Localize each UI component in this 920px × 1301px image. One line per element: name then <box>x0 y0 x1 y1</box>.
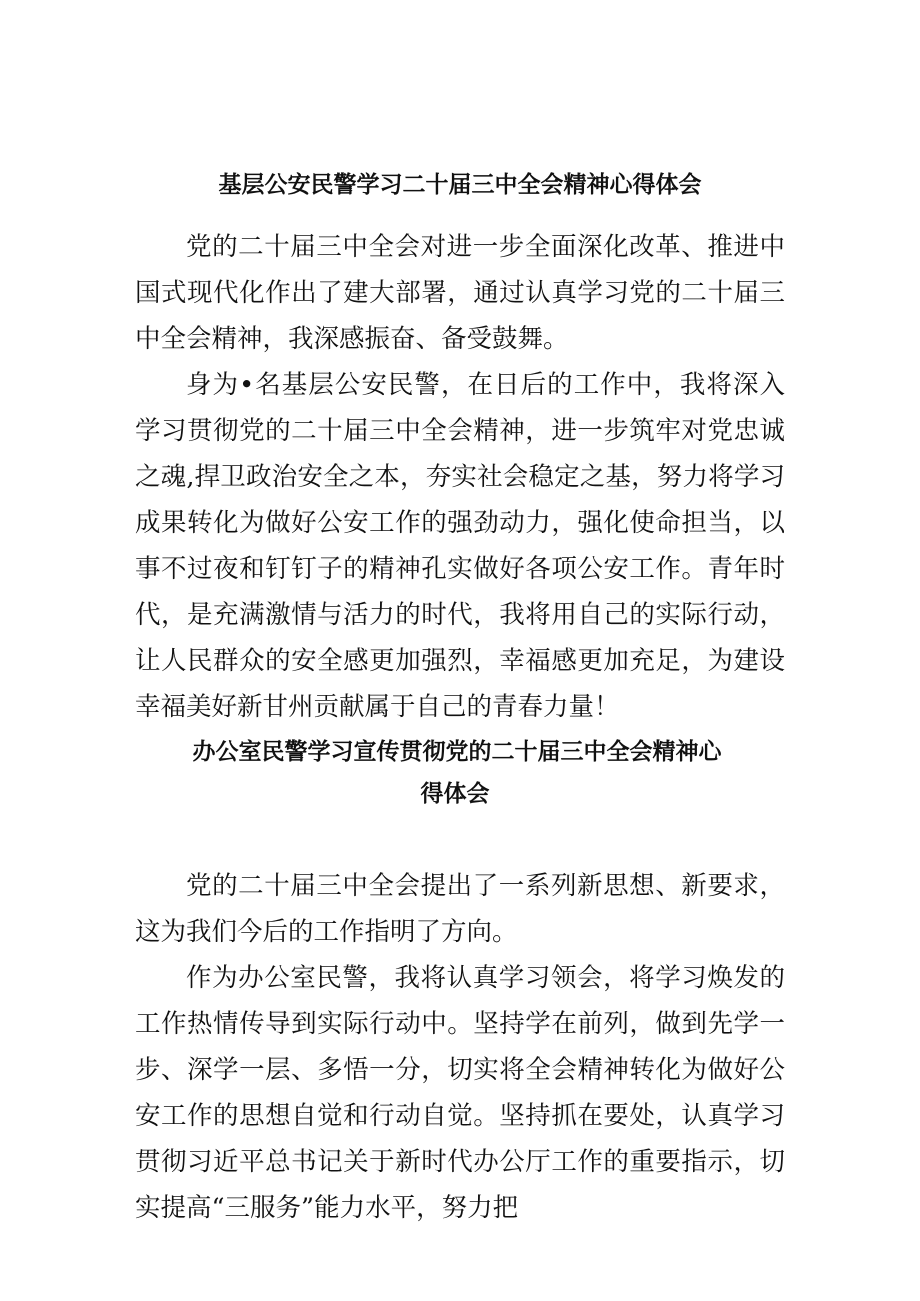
section-2-title <box>0 737 920 809</box>
section-2-paragraph-2: 作为办公室民警，我将认真学习领会，将学习焕发的工作热情传导到实际行动中。坚持学在前列，做到先学一步、深学一层、多悟一分，切实将全会精神转化为做好公安工作的思想自觉和行动自觉。坚持抓在要处，认真学习贯彻习近平总书记关于新时代办公厅工作的重要指示，切实提高“三服务”能力水平，努力把 <box>135 963 785 1223</box>
section-2-title-line-1: 办公室民警学习宣传贯彻党的二十届三中全会精神心 <box>192 739 722 765</box>
section-1-paragraph-1: 党的二十届三中全会对进一步全面深化改革、推进中国式现代化作出了建大部署，通过认真学习党的二十届三中全会精神，我深感振奋、备受鼓舞。 <box>135 232 785 354</box>
section-1-title: 基层公安民警学习二十届三中全会精神心得体会 <box>218 172 702 198</box>
section-2-paragraph-1: 党的二十届三中全会提出了一系列新思想、新要求，这为我们今后的工作指明了方向。 <box>135 871 785 947</box>
section-2-title-line-2: 得体会 <box>420 781 490 807</box>
section-1-paragraph-2: 身为•名基层公安民警，在日后的工作中，我将深入学习贯彻党的二十届三中全会精神，进一步筑牢对党忠诚之魂,捍卫政治安全之本，夯实社会稳定之基，努力将学习成果转化为做好公安工作的强劲动力，强化使命担当，以事不过夜和钉钉子的精神孔实做好各项公安工作。青年时代，是充满激情与活力的时代，我将用自己的实际行动，让人民群众的安全感更加强烈，幸福感更加充足，为建设幸福美好新甘州贡献属于自己的青春力量！ <box>135 370 785 722</box>
